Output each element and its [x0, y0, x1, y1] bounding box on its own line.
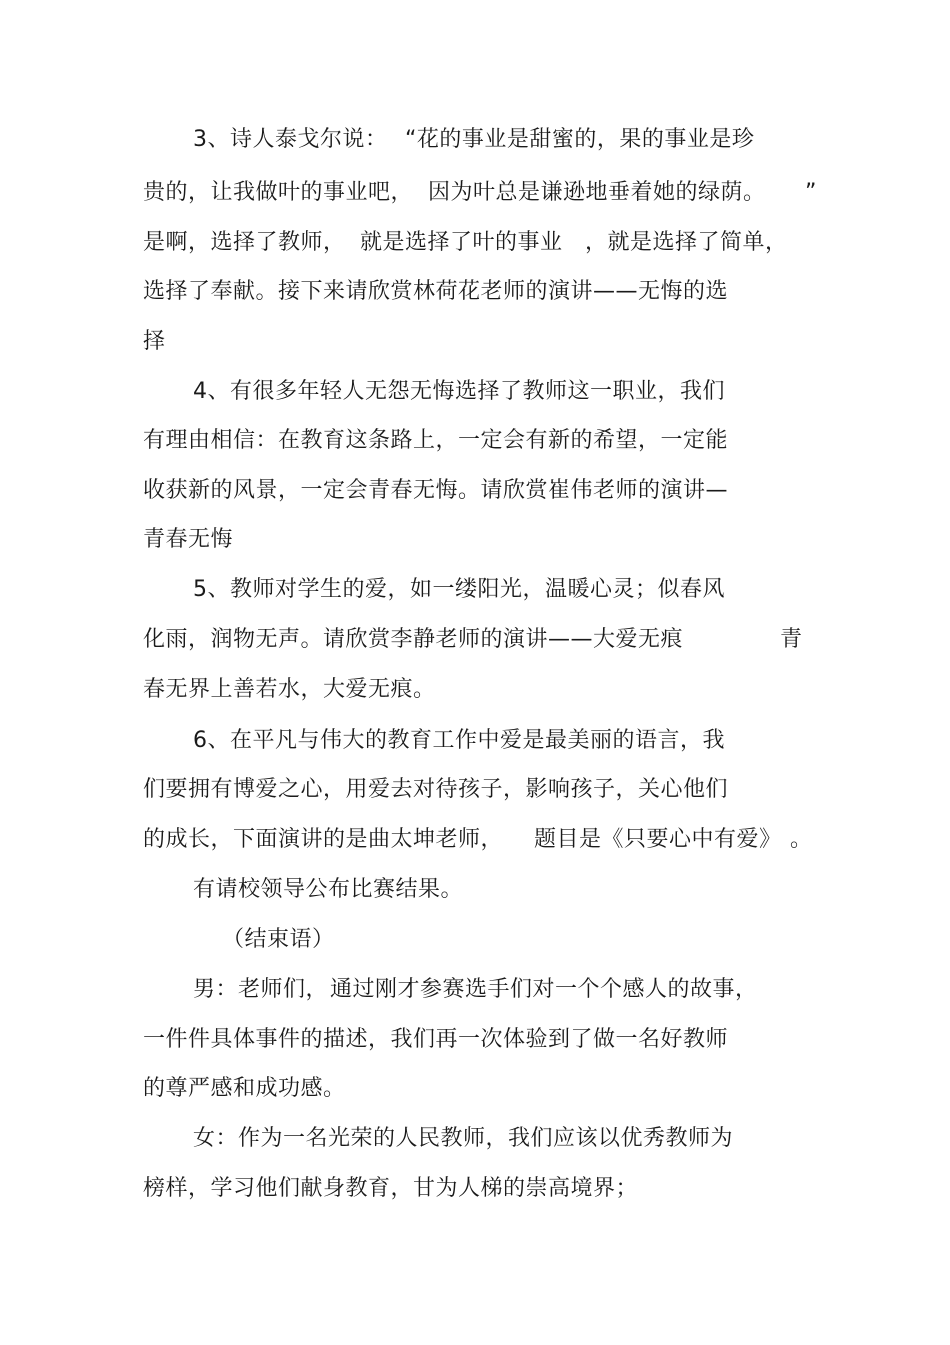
text-line: 4、有很多年轻人无怨无悔选择了教师这一职业，我们 — [193, 379, 725, 404]
text-line: 的尊严感和成功感。 — [143, 1076, 346, 1101]
text-line: 青 — [780, 627, 803, 652]
text-line: 的成长，下面演讲的是曲太坤老师， — [143, 827, 504, 852]
text-line: “花的事业是甜蜜的，果的事业是珍 — [405, 127, 755, 152]
section-heading: （结束语） — [222, 927, 335, 952]
text-line: 就是选择了叶的事业 — [360, 230, 563, 255]
text-line: 青春无悔 — [143, 527, 234, 552]
text-line: 女：作为一名光荣的人民教师，我们应该以优秀教师为 — [193, 1126, 734, 1151]
text-line: 们要拥有博爱之心，用爱去对待孩子，影响孩子，关心他们 — [143, 777, 729, 802]
text-line: 通过刚才参赛选手们对一个个感人的故事， — [330, 977, 758, 1002]
text-line: 男：老师们， — [193, 977, 329, 1002]
text-line: 榜样，学习他们献身教育，甘为人梯的崇高境界； — [143, 1176, 639, 1201]
text-line: 收获新的风景，一定会青春无悔。请欣赏崔伟老师的演讲— — [143, 478, 729, 503]
text-line: 选择了奉献。接下来请欣赏林荷花老师的演讲——无悔的选 — [143, 279, 729, 304]
text-line: 3、诗人泰戈尔说： — [193, 127, 388, 152]
text-line: 因为叶总是谦逊地垂着她的绿荫。 — [428, 180, 766, 205]
text-line: 一件件具体事件的描述，我们再一次体验到了做一名好教师 — [143, 1027, 729, 1052]
text-line: 是啊，选择了教师， — [143, 230, 346, 255]
text-line: 贵的，让我做叶的事业吧， — [143, 180, 414, 205]
text-line: 有理由相信：在教育这条路上，一定会有新的希望，一定能 — [143, 428, 729, 453]
text-line: 题目是《只要心中有爱》 — [534, 827, 782, 852]
text-line: 5、教师对学生的爱，如一缕阳光，温暖心灵；似春风 — [193, 577, 725, 602]
text-line: 春无界上善若水，大爱无痕。 — [143, 677, 436, 702]
text-line: ” — [805, 180, 817, 205]
text-line: 化雨，润物无声。请欣赏李静老师的演讲——大爱无痕 — [143, 627, 684, 652]
text-line: 择 — [143, 329, 166, 354]
text-line: ，就是选择了简单， — [585, 230, 788, 255]
text-line: 。 — [790, 827, 813, 852]
text-line: 6、在平凡与伟大的教育工作中爱是最美丽的语言，我 — [193, 728, 725, 753]
text-line: 有请校领导公布比赛结果。 — [193, 877, 464, 902]
